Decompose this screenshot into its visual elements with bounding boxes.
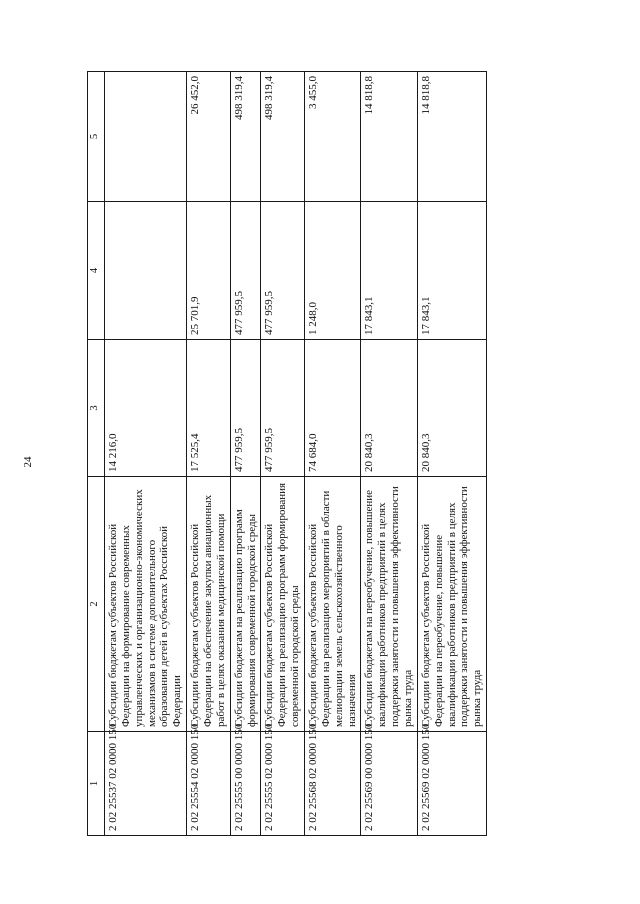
row-value-3: 74 684,0 [305, 340, 361, 477]
row-value-4: 17 843,1 [417, 202, 486, 340]
header-col-2: 2 [88, 477, 105, 732]
row-code: 2 02 25569 02 0000 150 [417, 732, 486, 836]
row-value-3: 477 959,5 [230, 340, 261, 477]
header-col-5: 5 [88, 72, 105, 202]
row-code: 2 02 25555 02 0000 150 [261, 732, 305, 836]
table-row [187, 72, 231, 836]
row-value-3: 477 959,5 [261, 340, 305, 477]
rotated-table-area [87, 72, 617, 836]
row-value-5: 3 455,0 [305, 72, 361, 202]
row-value-3: 20 840,3 [361, 340, 417, 477]
row-value-4: 1 248,0 [305, 202, 361, 340]
table-row [417, 72, 486, 836]
row-value-5 [105, 72, 187, 202]
row-value-3: 20 840,3 [417, 340, 486, 477]
row-code: 2 02 25554 02 0000 150 [187, 732, 231, 836]
budget-table [87, 71, 487, 836]
row-value-5: 498 319,4 [230, 72, 261, 202]
row-value-3: 14 216,0 [105, 340, 187, 477]
row-code: 2 02 25568 02 0000 150 [305, 732, 361, 836]
row-code: 2 02 25537 02 0000 150 [105, 732, 187, 836]
header-col-4: 4 [88, 202, 105, 340]
page-number: 24 [22, 456, 34, 468]
table-row [361, 72, 417, 836]
table-row [305, 72, 361, 836]
row-name: Субсидии бюджетам на реализацию программ формирования современной городской среды [230, 477, 261, 732]
header-col-1: 1 [88, 732, 105, 836]
table-header-row [88, 72, 105, 836]
row-value-5: 26 452,0 [187, 72, 231, 202]
row-value-4 [105, 202, 187, 340]
row-name: Субсидии бюджетам субъектов Российской Федерации на переобучение, повышение квалификации работников предприятий в целях поддержки занятости и повышения эффективности рынка труда [417, 477, 486, 732]
table-row [105, 72, 187, 836]
row-value-4: 25 701,9 [187, 202, 231, 340]
row-value-4: 17 843,1 [361, 202, 417, 340]
row-name: Субсидии бюджетам субъектов Российской Федерации на формирование современных управленческих и организационно-экономических механизмов в системе дополнительного образования детей в субъектах Российской Федерации [105, 477, 187, 732]
row-value-5: 14 818,8 [417, 72, 486, 202]
row-value-5: 14 818,8 [361, 72, 417, 202]
table-wrapper [87, 72, 617, 836]
row-value-4: 477 959,5 [230, 202, 261, 340]
row-name: Субсидии бюджетам субъектов Российской Федерации на реализацию программ формирования современной городской среды [261, 477, 305, 732]
header-col-3: 3 [88, 340, 105, 477]
table-row [230, 72, 261, 836]
row-code: 2 02 25569 00 0000 150 [361, 732, 417, 836]
row-value-3: 17 525,4 [187, 340, 231, 477]
table-row [261, 72, 305, 836]
row-code: 2 02 25555 00 0000 150 [230, 732, 261, 836]
row-value-5: 498 319,4 [261, 72, 305, 202]
row-name: Субсидии бюджетам субъектов Российской Федерации на реализацию мероприятий в области мелиорации земель сельскохозяйственного назначения [305, 477, 361, 732]
row-value-4: 477 959,5 [261, 202, 305, 340]
row-name: Субсидии бюджетам субъектов Российской Федерации на обеспечение закупки авиационных работ в целях оказания медицинской помощи [187, 477, 231, 732]
row-name: Субсидии бюджетам на переобучение, повышение квалификации работников предприятий в целях поддержки занятости и повышения эффективности рынка труда [361, 477, 417, 732]
